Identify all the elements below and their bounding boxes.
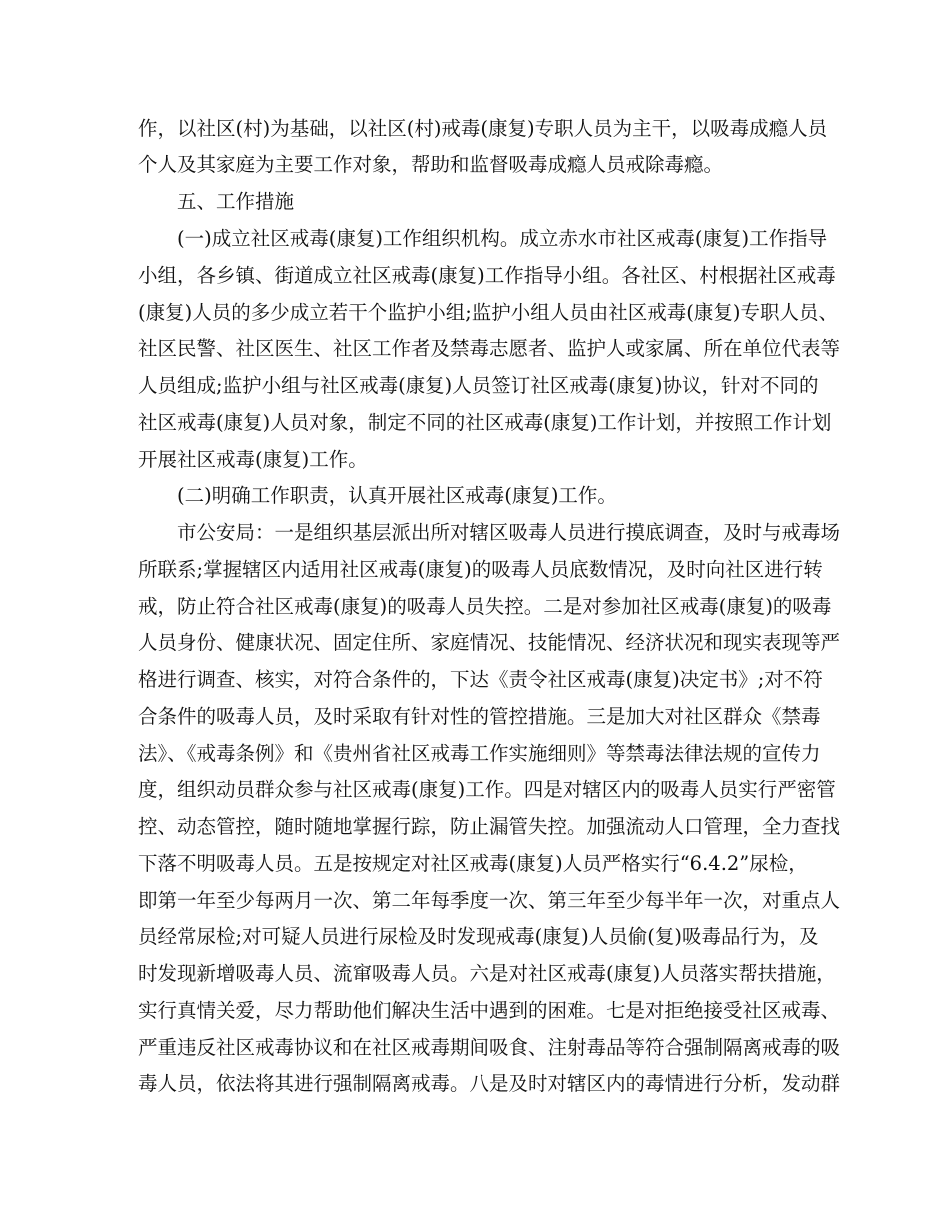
text-line: 时发现新增吸毒人员、流窜吸毒人员。六是对社区戒毒(康复)人员落实帮扶措施，	[138, 962, 836, 985]
text-line: 下落不明吸毒人员。五是按规定对社区戒毒(康复)人员严格实行“6.4.2”尿检，	[138, 852, 808, 875]
text-line: 即第一年至少每两月一次、第二年每季度一次、第三年至少每半年一次，对重点人	[138, 889, 841, 912]
text-line: (康复)人员的多少成立若干个监护小组;监护小组人员由社区戒毒(康复)专职人员、	[138, 301, 839, 324]
text-line: 员经常尿检;对可疑人员进行尿检及时发现戒毒(康复)人员偷(复)吸毒品行为，及	[138, 925, 819, 948]
text-line: 严重违反社区戒毒协议和在社区戒毒期间吸食、注射毒品等符合强制隔离戒毒的吸	[138, 1036, 841, 1059]
text-line: 格进行调查、核实，对符合条件的，下达《责令社区戒毒(康复)决定书》;对不符	[138, 668, 823, 691]
text-line: 社区戒毒(康复)人员对象，制定不同的社区戒毒(康复)工作计划，并按照工作计划	[138, 411, 832, 434]
text-line: 人员身份、健康状况、固定住所、家庭情况、技能情况、经济状况和现实表现等严	[138, 631, 841, 654]
paragraph-start: 市公安局：一是组织基层派出所对辖区吸毒人员进行摸底调查，及时与戒毒场	[177, 521, 841, 544]
text-line: 人员组成;监护小组与社区戒毒(康复)人员签订社区戒毒(康复)协议，针对不同的	[138, 374, 819, 397]
paragraph-start: (一)成立社区戒毒(康复)工作组织机构。成立赤水市社区戒毒(康复)工作指导	[177, 227, 828, 250]
text-line: 开展社区戒毒(康复)工作。	[138, 448, 368, 471]
text-line: 实行真情关爱，尽力帮助他们解决生活中遇到的困难。七是对拒绝接受社区戒毒、	[138, 999, 841, 1022]
text-line: 小组，各乡镇、街道成立社区戒毒(康复)工作指导小组。各社区、村根据社区戒毒	[138, 264, 836, 287]
text-line: 戒，防止符合社区戒毒(康复)的吸毒人员失控。二是对参加社区戒毒(康复)的吸毒	[138, 595, 832, 618]
text-line: 所联系;掌握辖区内适用社区戒毒(康复)的吸毒人员底数情况，及时向社区进行转	[138, 558, 823, 581]
text-line: 毒人员，依法将其进行强制隔离戒毒。八是及时对辖区内的毒情进行分析，发动群	[138, 1072, 841, 1095]
text-line: 作，以社区(村)为基础，以社区(村)戒毒(康复)专职人员为主干，以吸毒成瘾人员	[138, 117, 828, 140]
text-line: 度，组织动员群众参与社区戒毒(康复)工作。四是对辖区内的吸毒人员实行严密管	[138, 778, 836, 801]
text-line: 社区民警、社区医生、社区工作者及禁毒志愿者、监护人或家属、所在单位代表等	[138, 337, 841, 360]
text-line: 法》、《戒毒条例》和《贵州省社区戒毒工作实施细则》等禁毒法律法规的宣传力	[138, 742, 821, 765]
text-line: 控、动态管控，随时随地掌握行踪，防止漏管失控。加强流动人口管理，全力查找	[138, 815, 841, 838]
text-line: 合条件的吸毒人员，及时采取有针对性的管控措施。三是加大对社区群众《禁毒	[138, 705, 821, 728]
text-line: 个人及其家庭为主要工作对象，帮助和监督吸毒成瘾人员戒除毒瘾。	[138, 153, 724, 176]
paragraph-start: (二)明确工作职责，认真开展社区戒毒(康复)工作。	[177, 484, 617, 507]
section-heading: 五、工作措施	[177, 190, 295, 213]
